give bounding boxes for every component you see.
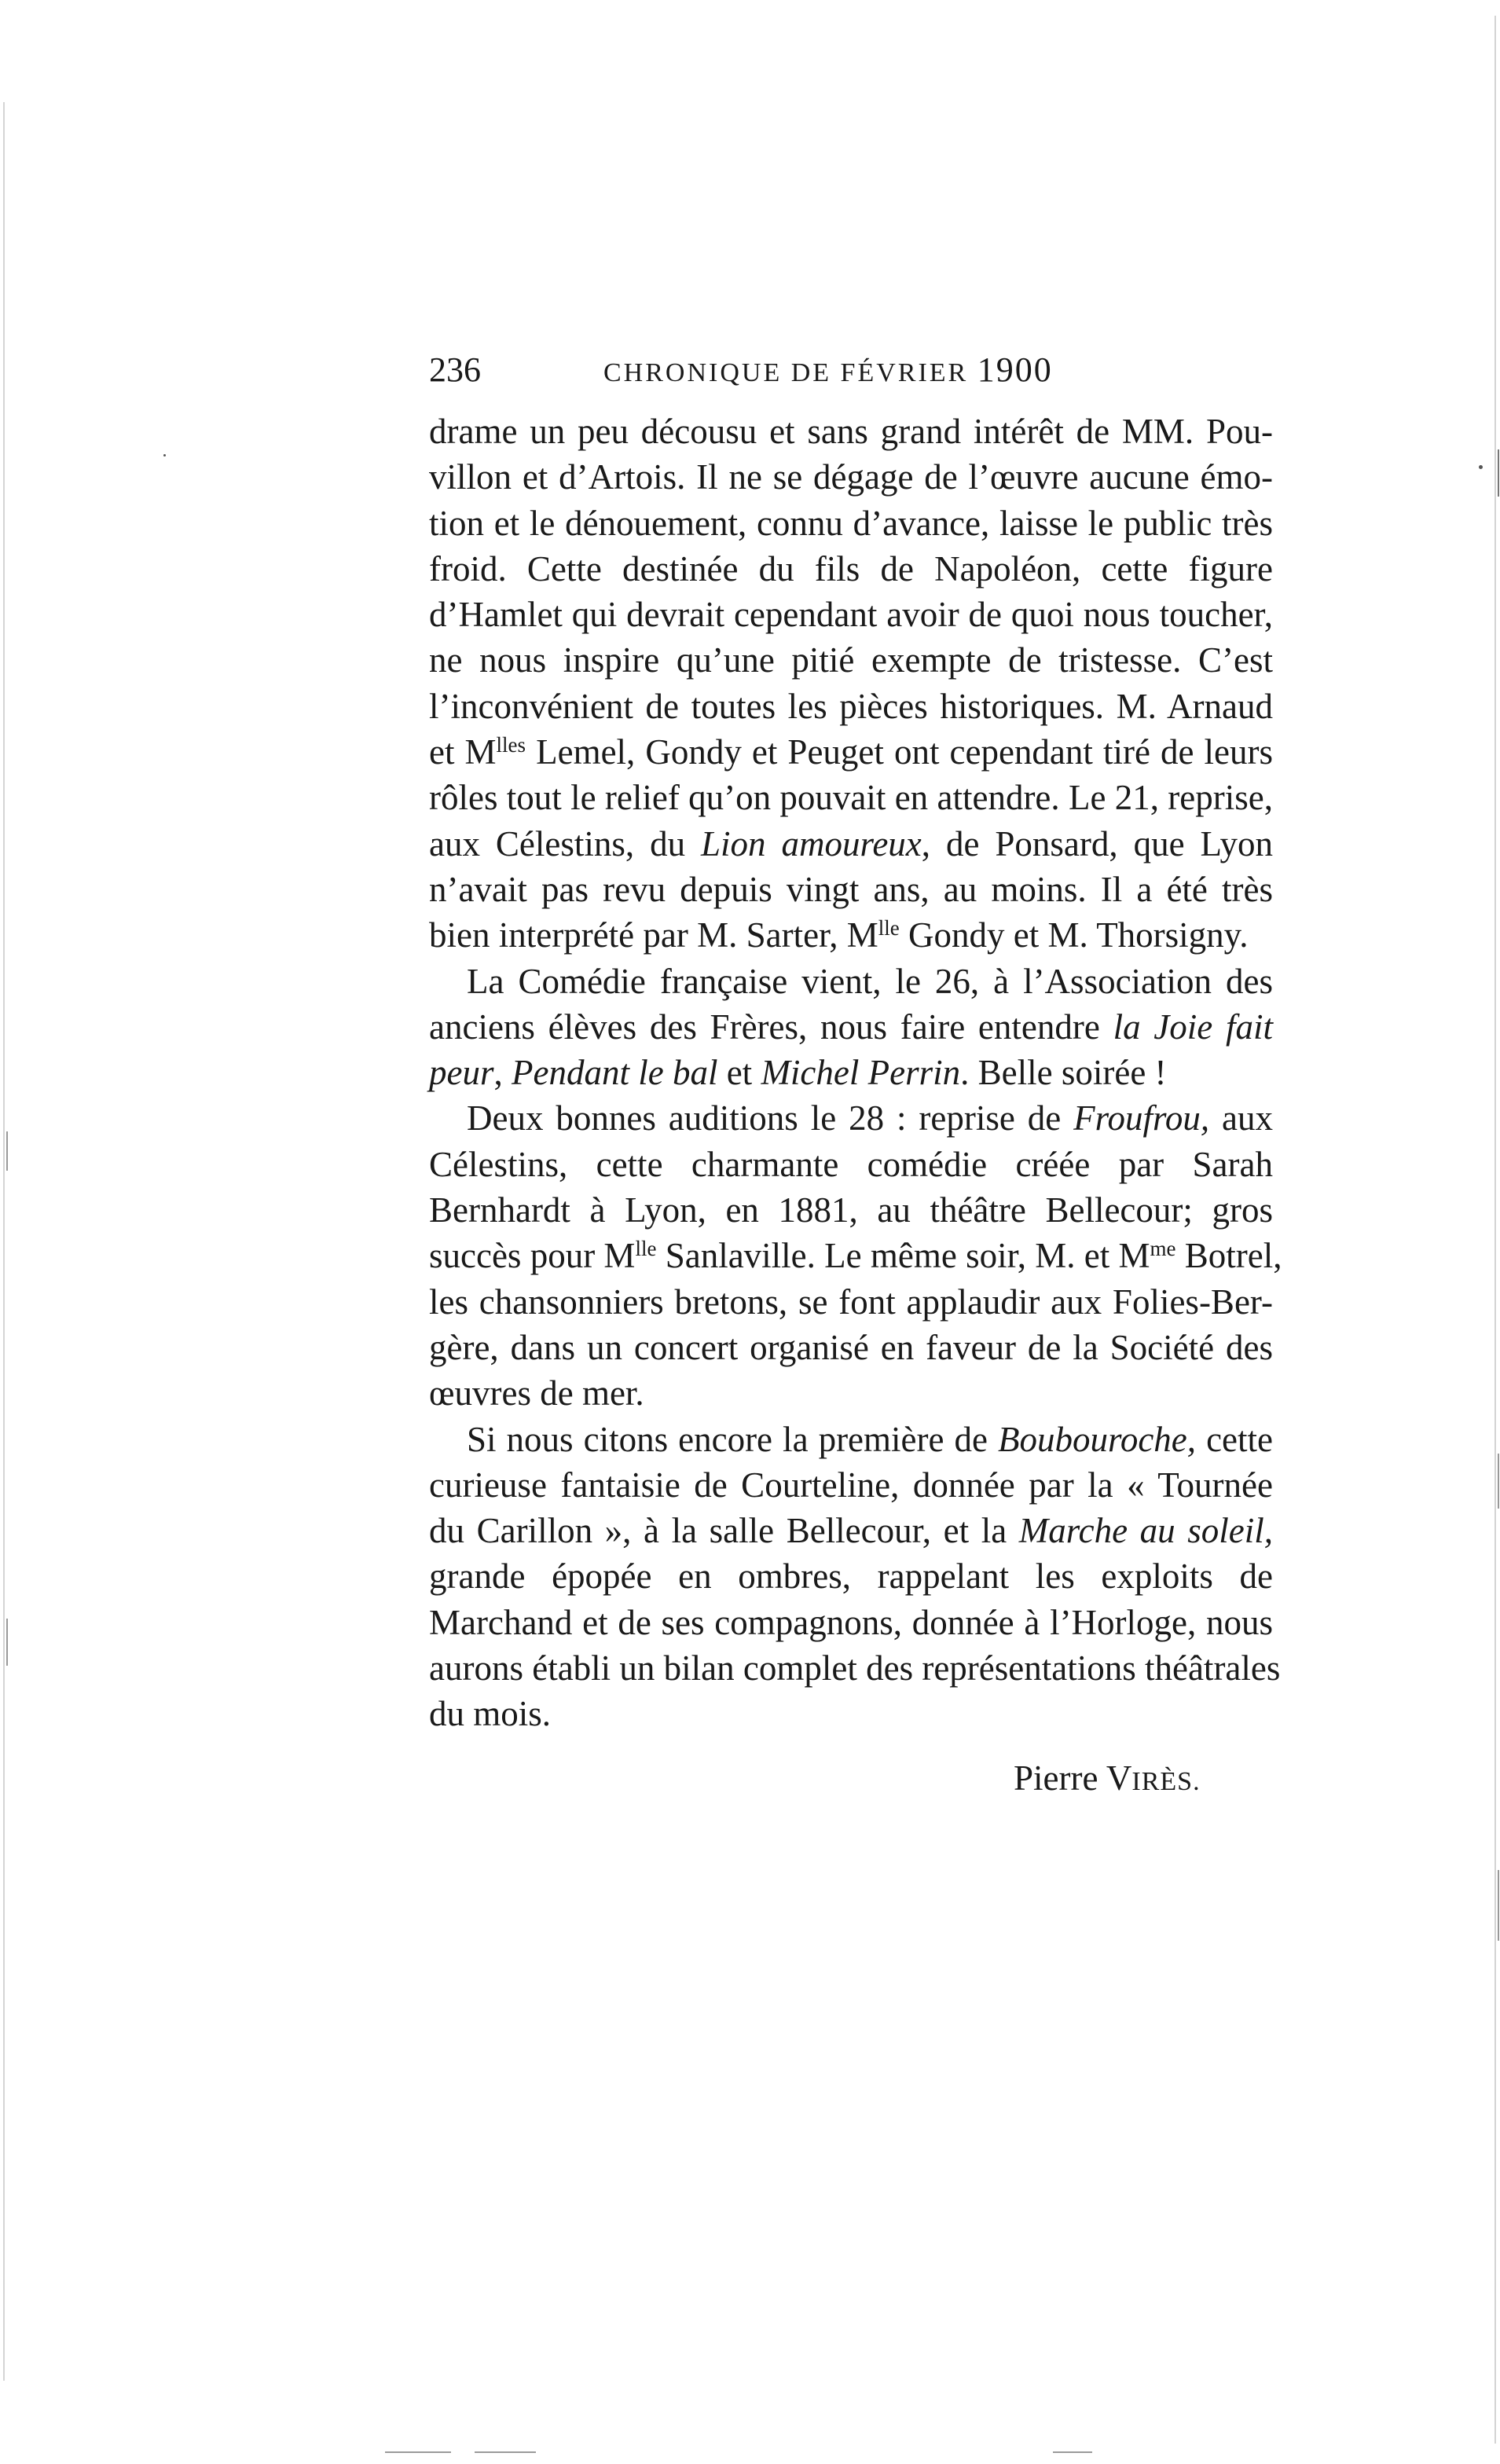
- scan-edge-right: [1494, 16, 1496, 2444]
- text-line: œuvres de mer.: [429, 1373, 644, 1414]
- scan-mark-left-1: [6, 1131, 8, 1171]
- text-run: anciens élèves des Frères, nous faire entendre: [429, 1006, 1113, 1047]
- superscript: lle: [635, 1237, 657, 1261]
- text-line: Célestins, cette charmante comédie créée par Sarah: [429, 1144, 1273, 1184]
- italic-title: la Joie fait: [1113, 1006, 1273, 1047]
- italic-title: Pendant le bal: [512, 1053, 718, 1093]
- text-line: [429, 1508, 1273, 1553]
- text-line: [429, 1233, 1282, 1278]
- text-line: gère, dans un concert organisé en faveur de la Société des: [429, 1327, 1273, 1367]
- page-number: 236: [429, 350, 481, 389]
- text-run: aux: [1209, 1098, 1273, 1138]
- text-run: . Belle soirée !: [960, 1053, 1167, 1093]
- running-title-year: 1900: [977, 350, 1053, 389]
- scan-speck: [163, 454, 166, 456]
- paragraph-1: [429, 409, 1273, 959]
- text-line: [429, 729, 1273, 775]
- superscript: lles: [496, 733, 526, 757]
- text-run: Gondy et M. Thorsigny.: [899, 915, 1249, 955]
- paragraph-4: [429, 1417, 1281, 1737]
- superscript: me: [1150, 1237, 1176, 1261]
- text-line: Bernhardt à Lyon, en 1881, au théâtre Bellecour; gros: [429, 1190, 1273, 1230]
- text-line: [429, 1050, 1273, 1095]
- scan-mark-right-2: [1498, 1454, 1499, 1509]
- author-signature: [1014, 1751, 1201, 1810]
- paragraph-2: [429, 959, 1273, 1096]
- text-line: l’inconvénient de toutes les pièces historiques. M. Arnaud: [429, 686, 1273, 726]
- text-line: [429, 1095, 1273, 1141]
- text-run: aux Célestins, du: [429, 823, 702, 864]
- italic-title: Froufrou,: [1073, 1098, 1210, 1138]
- text-run: Deux bonnes auditions le 28 : reprise de: [467, 1098, 1074, 1138]
- text-line: Marchand et de ses compagnons, donnée à l’Horloge, nous: [429, 1602, 1273, 1642]
- text-run: Si nous citons encore la première de: [467, 1419, 998, 1459]
- text-line: [429, 1004, 1273, 1050]
- text-line: du mois.: [429, 1694, 552, 1734]
- scan-speck: [1479, 465, 1483, 469]
- text-line: La Comédie française vient, le 26, à l’Association des: [467, 961, 1273, 1001]
- text-run: succès pour M: [429, 1236, 636, 1276]
- italic-title: Lion amoureux: [701, 823, 922, 864]
- signature-initial: V: [1106, 1758, 1132, 1798]
- scan-mark-right-3: [1498, 1870, 1499, 1941]
- text-run: Lemel, Gondy et Peuget ont cependant tiré de leurs: [526, 732, 1273, 772]
- scan-edge-left: [3, 102, 5, 2381]
- text-line: froid. Cette destinée du fils de Napoléon, cette figure: [429, 548, 1273, 588]
- footer-rule: [475, 2451, 536, 2453]
- footer-rule: [1053, 2451, 1092, 2453]
- text-line: rôles tout le relief qu’on pouvait en attendre. Le 21, reprise,: [429, 778, 1273, 818]
- text-line: drame un peu décousu et sans grand intérêt de MM. Pou-: [429, 412, 1273, 451]
- text-run: Sanlaville. Le même soir, M. et M: [656, 1236, 1150, 1276]
- running-title-text: CHRONIQUE DE FÉVRIER: [603, 358, 969, 387]
- italic-title: peur: [429, 1053, 494, 1093]
- text-line: grande épopée en ombres, rappelant les exploits de: [429, 1556, 1273, 1597]
- text-line: les chansonniers bretons, se font applaudir aux Folies-Ber-: [429, 1282, 1273, 1322]
- scan-mark-right-1: [1498, 449, 1499, 497]
- text-line: curieuse fantaisie de Courteline, donnée par la « Tournée: [429, 1465, 1273, 1505]
- text-line: [429, 912, 1273, 958]
- text-line: ne nous inspire qu’une pitié exempte de tristesse. C’est: [429, 640, 1273, 680]
- paragraph-3: [429, 1095, 1282, 1416]
- text-line: n’avait pas revu depuis vingt ans, au moins. Il a été très: [429, 869, 1273, 909]
- signature-first-name: Pierre: [1014, 1758, 1098, 1798]
- text-run: et: [717, 1053, 761, 1093]
- body-text: [429, 409, 1282, 1737]
- italic-title: Marche au soleil,: [1018, 1511, 1273, 1551]
- text-run: et M: [429, 732, 497, 772]
- text-line: [429, 1417, 1273, 1462]
- text-line: aurons établi un bilan complet des représentations théâtrales: [429, 1648, 1281, 1688]
- text-line: villon et d’Artois. Il ne se dégage de l’œuvre aucune émo-: [429, 457, 1273, 497]
- footer-rule: [385, 2451, 451, 2453]
- text-line: d’Hamlet qui devrait cependant avoir de quoi nous toucher,: [429, 595, 1273, 635]
- italic-title: Michel Perrin: [761, 1053, 961, 1093]
- text-run: Botrel,: [1175, 1236, 1282, 1276]
- running-head: [429, 343, 1064, 398]
- text-run: bien interprété par M. Sarter, M: [429, 915, 878, 955]
- text-run: du Carillon », à la salle Bellecour, et la: [429, 1511, 1019, 1551]
- text-line: tion et le dénouement, connu d’avance, laisse le public très: [429, 503, 1273, 543]
- text-line: [429, 821, 1273, 867]
- italic-title: Boubouroche,: [998, 1419, 1197, 1459]
- running-title: [603, 343, 1053, 401]
- signature-surname: IRÈS.: [1131, 1767, 1201, 1796]
- scan-mark-left-2: [6, 1619, 8, 1666]
- text-run: , de Ponsard, que Lyon: [921, 823, 1273, 864]
- text-run: cette: [1196, 1419, 1273, 1459]
- text-run: ,: [493, 1053, 512, 1093]
- superscript: lle: [878, 916, 900, 940]
